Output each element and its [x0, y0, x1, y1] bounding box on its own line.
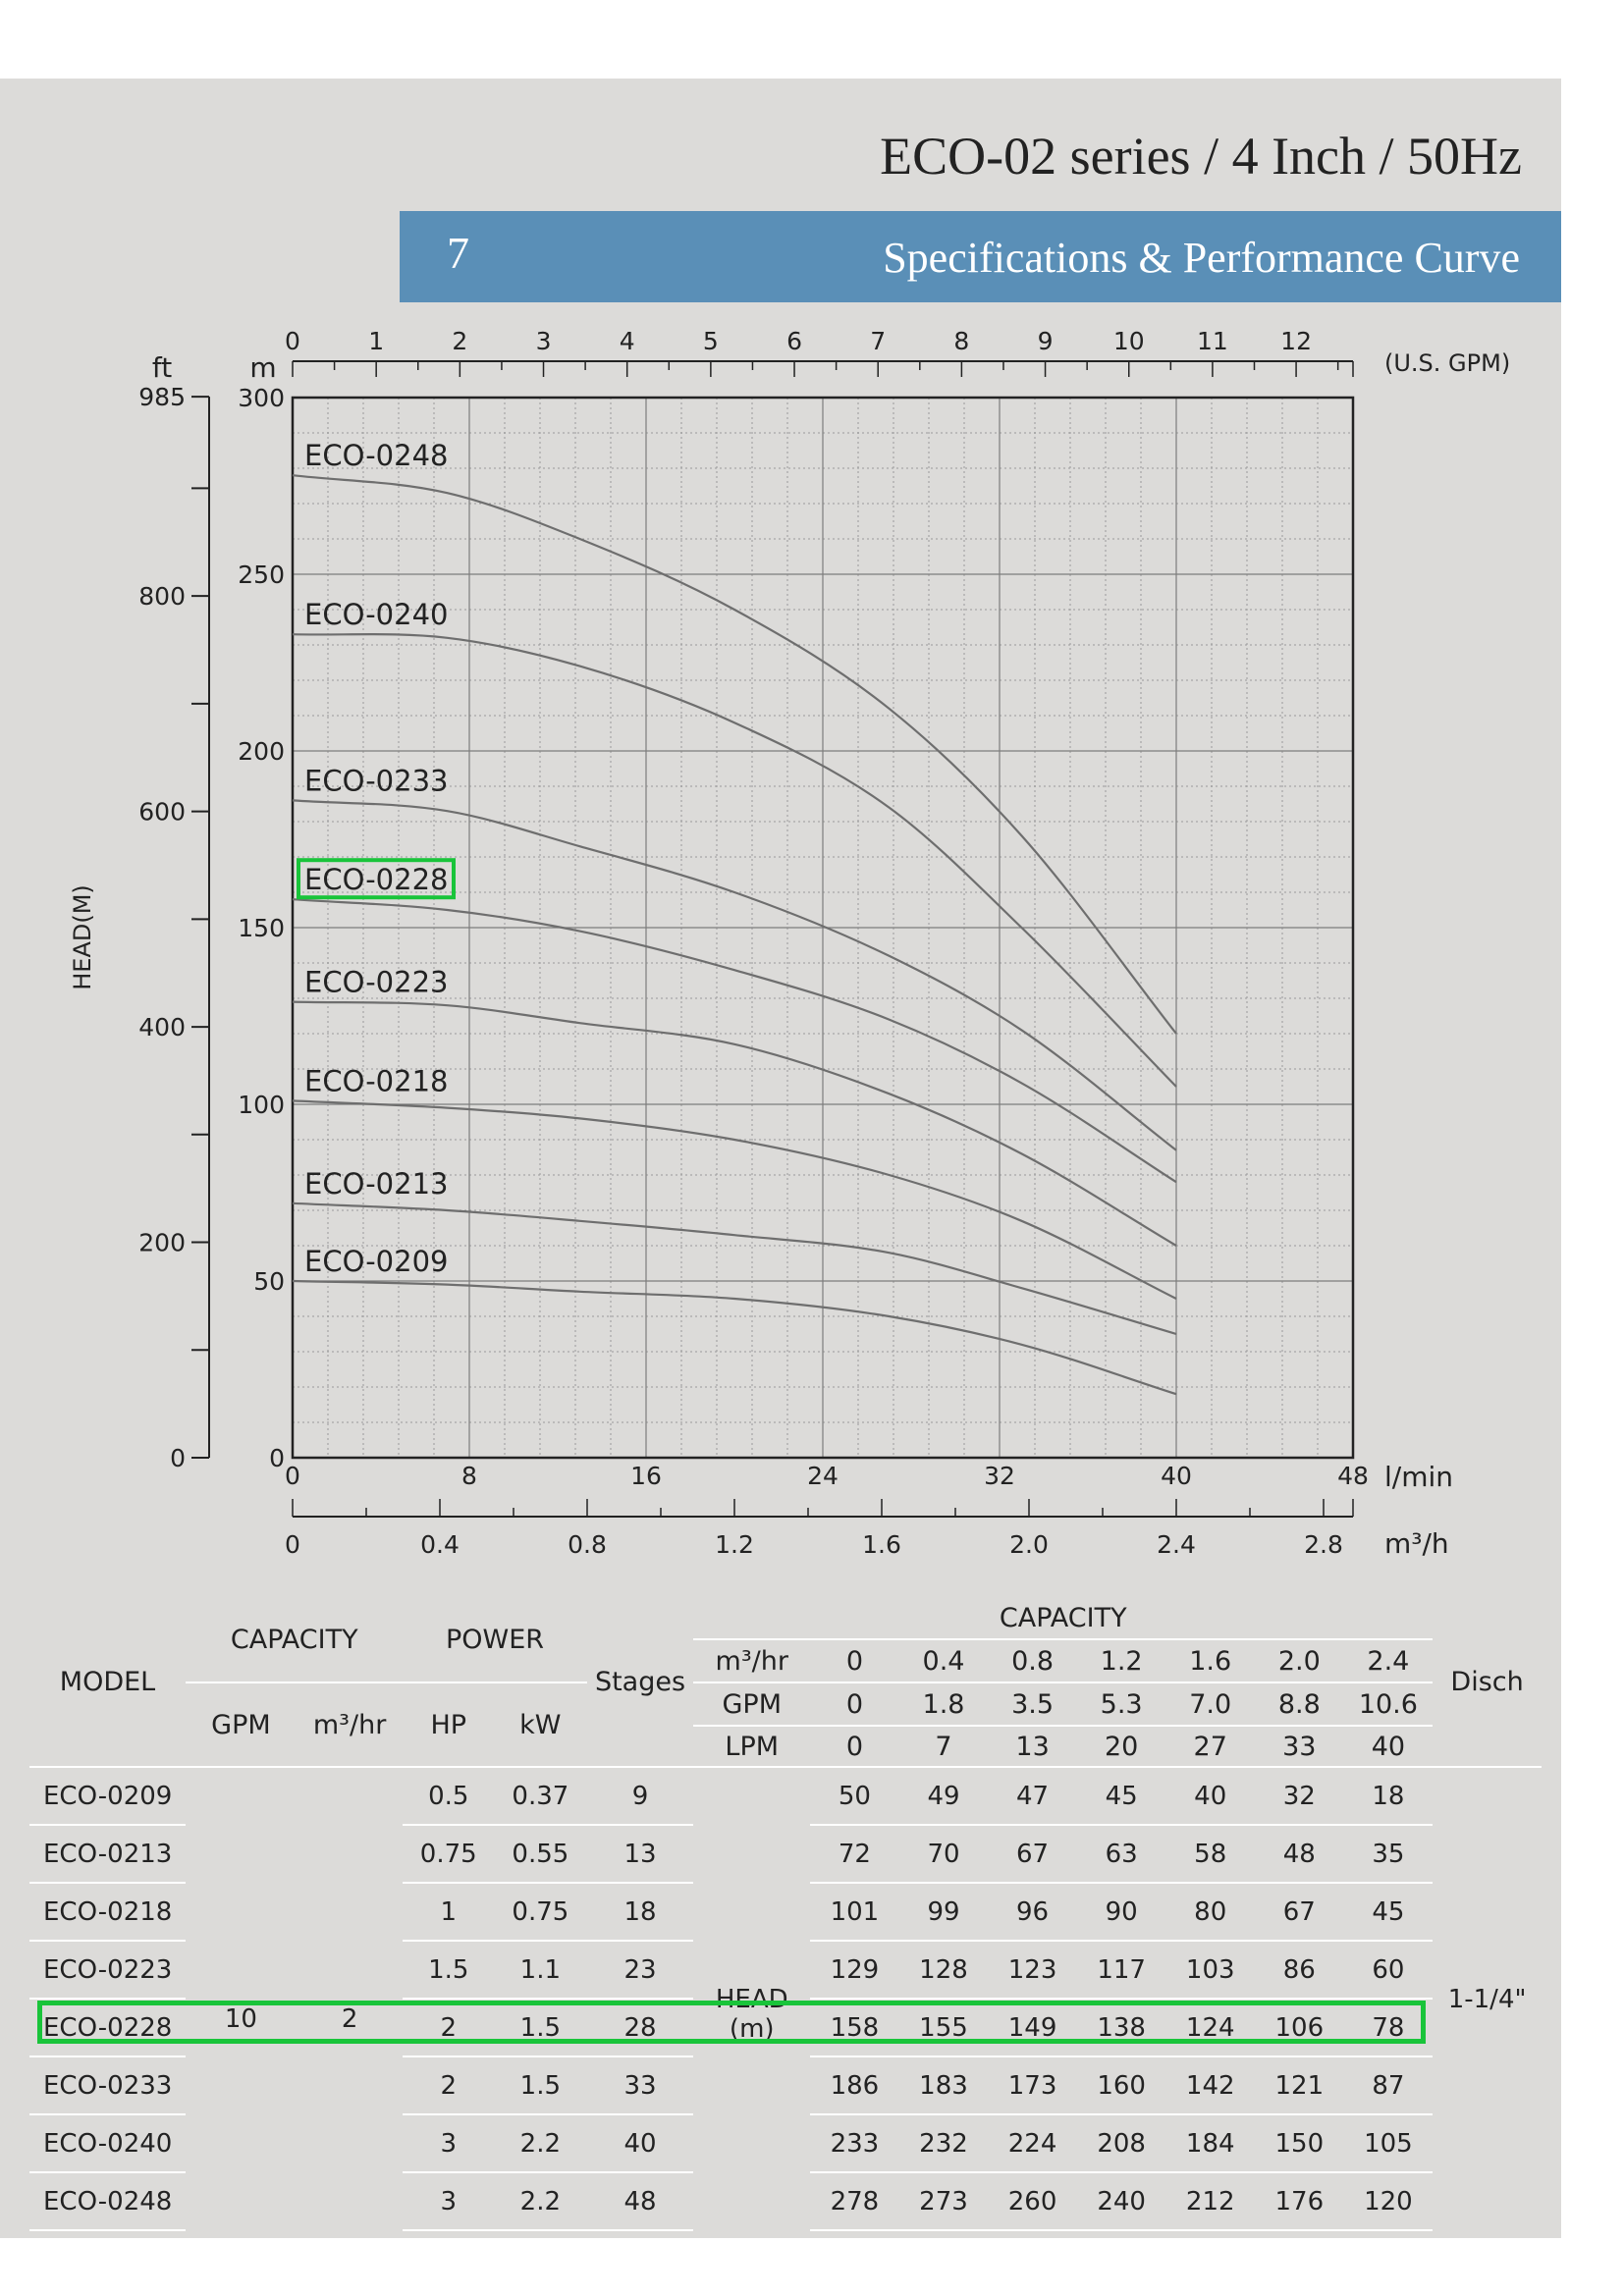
- head-value-cell: 80: [1165, 1883, 1255, 1941]
- head-value-cell: 87: [1344, 2056, 1434, 2114]
- head-value-cell: 58: [1165, 1825, 1255, 1883]
- head-value-cell: 212: [1165, 2172, 1255, 2230]
- model-cell: ECO-0213: [29, 1825, 186, 1883]
- head-value-cell: 48: [1255, 1825, 1344, 1883]
- series-label-eco-0213: ECO-0213: [304, 1166, 449, 1201]
- capacity-lpm-cell: 33: [1282, 1731, 1317, 1762]
- y-axis-title: HEAD(M): [69, 884, 96, 990]
- gpm-tick-label: 7: [870, 327, 887, 355]
- chart-grid: [293, 398, 1353, 1458]
- head-value-cell: 142: [1165, 2056, 1255, 2114]
- lpm-tick-label: 0: [285, 1462, 300, 1490]
- hp-cell: 2: [403, 2056, 494, 2114]
- head-value-cell: 121: [1255, 2056, 1344, 2114]
- head-value-cell: 186: [810, 2056, 899, 2114]
- head-value-cell: 47: [988, 1767, 1077, 1825]
- capacity-m3hr-cell: 1.2: [1077, 1639, 1166, 1682]
- capacity-lpm-cell: 13: [1015, 1731, 1050, 1762]
- capacity-m3hr-cell: 0.8: [988, 1639, 1077, 1682]
- gpm-tick-label: 6: [786, 327, 802, 355]
- m3h-tick-label: 2.0: [1009, 1530, 1049, 1559]
- hp-cell: 2: [403, 1999, 494, 2056]
- model-cell: ECO-0218: [29, 1883, 186, 1941]
- stages-cell: 40: [587, 2114, 694, 2172]
- head-value-cell: 45: [1077, 1767, 1166, 1825]
- gpm-tick-label: 8: [953, 327, 970, 355]
- m3h-tick-label: 0.8: [568, 1530, 607, 1559]
- y-tick-label-ft: 985: [138, 383, 186, 412]
- y-tick-label-m: 150: [238, 914, 285, 942]
- header-capacity: CAPACITY: [186, 1598, 403, 1682]
- y-tick-label-m: 50: [253, 1267, 285, 1296]
- hp-cell: 0.75: [403, 1825, 494, 1883]
- header-row-m3hr: m³/hr: [693, 1639, 810, 1682]
- highlighted-row-marker: [37, 2001, 1426, 2044]
- model-cell: ECO-0240: [29, 2114, 186, 2172]
- capacity-lpm-cell: 27: [1193, 1731, 1227, 1762]
- gpm-tick-label: 9: [1037, 327, 1054, 355]
- head-value-cell: 60: [1344, 1941, 1434, 1999]
- kw-cell: 1.1: [494, 1941, 587, 1999]
- lpm-tick-label: 40: [1161, 1462, 1192, 1490]
- head-value-cell: 173: [988, 2056, 1077, 2114]
- gpm-tick-label: 4: [619, 327, 635, 355]
- head-value-cell: 150: [1255, 2114, 1344, 2172]
- head-value-cell: 260: [988, 2172, 1077, 2230]
- head-value-cell: 138: [1077, 1999, 1166, 2056]
- series-label-eco-0218: ECO-0218: [304, 1064, 449, 1098]
- y-tick-label-m: 100: [238, 1091, 285, 1119]
- header-hp: HP: [430, 1709, 467, 1740]
- head-value-cell: 18: [1344, 1767, 1434, 1825]
- y-tick-label-m: 200: [238, 737, 285, 766]
- series-label-eco-0209: ECO-0209: [304, 1245, 449, 1278]
- capacity-m3hr-cell: 2.4: [1344, 1639, 1434, 1682]
- head-value-cell: 99: [899, 1883, 989, 1941]
- head-value-cell: 86: [1255, 1941, 1344, 1999]
- header-row-gpm: GPM: [693, 1682, 810, 1726]
- header-power: POWER: [403, 1598, 586, 1682]
- head-value-cell: 123: [988, 1941, 1077, 1999]
- m3h-tick-label: 0: [285, 1530, 300, 1559]
- head-value-cell: 106: [1255, 1999, 1344, 2056]
- stages-cell: 13: [587, 1825, 694, 1883]
- head-value-cell: 35: [1344, 1825, 1434, 1883]
- kw-cell: 0.75: [494, 1883, 587, 1941]
- hp-cell: 0.5: [403, 1767, 494, 1825]
- disch-value-cell: 1-1/4": [1433, 1767, 1542, 2230]
- kw-cell: 1.5: [494, 2056, 587, 2114]
- head-value-cell: 155: [899, 1999, 989, 2056]
- head-value-cell: 183: [899, 2056, 989, 2114]
- y-tick-label-m: 250: [238, 561, 285, 589]
- section-title: Specifications & Performance Curve: [883, 234, 1520, 282]
- head-value-cell: 72: [810, 1825, 899, 1883]
- y-tick-label-ft: 0: [170, 1444, 186, 1472]
- head-value-cell: 124: [1165, 1999, 1255, 2056]
- head-value-cell: 176: [1255, 2172, 1344, 2230]
- head-value-cell: 70: [899, 1825, 989, 1883]
- capacity-gpm-cell: 5.3: [1077, 1682, 1166, 1726]
- head-value-cell: 32: [1255, 1767, 1344, 1825]
- kw-cell: 0.37: [494, 1767, 587, 1825]
- head-value-cell: 149: [988, 1999, 1077, 2056]
- lpm-tick-label: 24: [807, 1462, 839, 1490]
- lpm-tick-label: 32: [984, 1462, 1015, 1490]
- capacity-lpm-cell: 20: [1104, 1731, 1139, 1762]
- head-value-cell: 96: [988, 1883, 1077, 1941]
- head-value-cell: 45: [1344, 1883, 1434, 1941]
- kw-cell: 1.5: [494, 1999, 587, 2056]
- capacity-lpm-cell: 40: [1371, 1731, 1406, 1762]
- head-value-cell: 128: [899, 1941, 989, 1999]
- head-value-cell: 67: [988, 1825, 1077, 1883]
- head-value-cell: 278: [810, 2172, 899, 2230]
- kw-cell: 2.2: [494, 2114, 587, 2172]
- head-value-cell: 63: [1077, 1825, 1166, 1883]
- head-value-cell: 40: [1165, 1767, 1255, 1825]
- m3h-tick-label: 0.4: [420, 1530, 460, 1559]
- head-value-cell: 208: [1077, 2114, 1166, 2172]
- y-tick-label-ft: 600: [138, 797, 186, 827]
- capacity-m3hr-cell: 2.0: [1255, 1639, 1344, 1682]
- head-value-cell: 105: [1344, 2114, 1434, 2172]
- head-unit-label: (m): [729, 2013, 775, 2044]
- y-tick-label-ft: 400: [138, 1013, 186, 1042]
- hp-cell: 1.5: [403, 1941, 494, 1999]
- head-value-cell: 158: [810, 1999, 899, 2056]
- head-value-cell: 78: [1344, 1999, 1434, 2056]
- y-unit-m: m: [249, 351, 277, 384]
- series-label-eco-0248: ECO-0248: [304, 439, 449, 473]
- gpm-tick-label: 11: [1197, 327, 1228, 355]
- shared-m3hr-cell: 2: [297, 1767, 404, 2230]
- lpm-tick-label: 16: [630, 1462, 662, 1490]
- header-gpm: GPM: [211, 1709, 271, 1740]
- series-title: ECO-02 series / 4 Inch / 50Hz: [880, 127, 1522, 186]
- lpm-tick-label: 48: [1337, 1462, 1369, 1490]
- stages-cell: 28: [587, 1999, 694, 2056]
- header-kw: kW: [519, 1709, 562, 1740]
- capacity-gpm-cell: 10.6: [1344, 1682, 1434, 1726]
- y-unit-ft: ft: [151, 351, 173, 384]
- specification-table: [29, 1598, 1542, 2231]
- series-label-eco-0233: ECO-0233: [304, 764, 449, 798]
- table-row: [29, 1767, 1542, 1825]
- hp-cell: 3: [403, 2114, 494, 2172]
- table-header: [29, 1598, 1542, 1767]
- kw-cell: 0.55: [494, 1825, 587, 1883]
- capacity-lpm-cell: 7: [935, 1731, 952, 1762]
- head-value-cell: 117: [1077, 1941, 1166, 1999]
- head-value-cell: 232: [899, 2114, 989, 2172]
- kw-cell: 2.2: [494, 2172, 587, 2230]
- capacity-lpm-cell: 0: [845, 1731, 863, 1762]
- head-label-cell: [693, 1767, 810, 2230]
- model-cell: ECO-0228: [29, 1999, 186, 2056]
- header-row-lpm: LPM: [725, 1731, 780, 1762]
- head-value-cell: 120: [1344, 2172, 1434, 2230]
- head-value-cell: 184: [1165, 2114, 1255, 2172]
- capacity-gpm-cell: 1.8: [899, 1682, 989, 1726]
- head-value-cell: 224: [988, 2114, 1077, 2172]
- stages-cell: 48: [587, 2172, 694, 2230]
- stages-cell: 33: [587, 2056, 694, 2114]
- header-model: MODEL: [59, 1667, 156, 1697]
- model-cell: ECO-0248: [29, 2172, 186, 2230]
- head-value-cell: 67: [1255, 1883, 1344, 1941]
- head-value-cell: 90: [1077, 1883, 1166, 1941]
- gpm-tick-label: 5: [702, 327, 719, 355]
- m3h-axis-unit: m³/h: [1384, 1527, 1449, 1560]
- capacity-gpm-cell: 8.8: [1255, 1682, 1344, 1726]
- y-tick-label-m: 0: [269, 1444, 285, 1472]
- y-tick-label-ft: 800: [138, 582, 186, 612]
- header-stages: Stages: [594, 1667, 686, 1697]
- gpm-tick-label: 12: [1280, 327, 1312, 355]
- model-cell: ECO-0223: [29, 1941, 186, 1999]
- y-tick-label-ft: 200: [138, 1228, 186, 1257]
- gpm-tick-label: 0: [285, 327, 300, 355]
- gpm-tick-label: 1: [368, 327, 385, 355]
- hp-cell: 3: [403, 2172, 494, 2230]
- shared-gpm-cell: 10: [186, 1767, 297, 2230]
- capacity-m3hr-cell: 0.4: [899, 1639, 989, 1682]
- head-value-cell: 233: [810, 2114, 899, 2172]
- series-label-eco-0223: ECO-0223: [304, 965, 449, 999]
- gpm-tick-label: 3: [535, 327, 552, 355]
- lpm-tick-label: 8: [461, 1462, 477, 1490]
- model-cell: ECO-0233: [29, 2056, 186, 2114]
- header-m3hr: m³/hr: [312, 1709, 387, 1740]
- head-value-cell: 49: [899, 1767, 989, 1825]
- stages-cell: 18: [587, 1883, 694, 1941]
- table-body: [29, 1767, 1542, 2230]
- capacity-gpm-cell: 3.5: [988, 1682, 1077, 1726]
- series-label-eco-0240: ECO-0240: [304, 598, 449, 632]
- m3h-tick-label: 1.6: [862, 1530, 901, 1559]
- hp-cell: 1: [403, 1883, 494, 1941]
- series-label-eco-0228: ECO-0228: [304, 863, 449, 897]
- gpm-tick-label: 2: [452, 327, 468, 355]
- gpm-tick-label: 10: [1112, 327, 1145, 355]
- stages-cell: 23: [587, 1941, 694, 1999]
- capacity-gpm-cell: 0: [810, 1682, 899, 1726]
- y-tick-label-m: 300: [238, 384, 285, 412]
- m3h-tick-label: 2.4: [1157, 1530, 1196, 1559]
- capacity-m3hr-cell: 0: [810, 1639, 899, 1682]
- header-disch: Disch: [1450, 1667, 1524, 1697]
- capacity-m3hr-cell: 1.6: [1165, 1639, 1255, 1682]
- m3h-tick-label: 2.8: [1304, 1530, 1343, 1559]
- head-value-cell: 50: [810, 1767, 899, 1825]
- head-value-cell: 160: [1077, 2056, 1166, 2114]
- head-value-cell: 273: [899, 2172, 989, 2230]
- gpm-axis-unit: (U.S. GPM): [1384, 349, 1511, 377]
- head-value-cell: 103: [1165, 1941, 1255, 1999]
- head-value-cell: 101: [810, 1883, 899, 1941]
- lpm-axis-unit: l/min: [1384, 1461, 1454, 1493]
- stages-cell: 9: [587, 1767, 694, 1825]
- m3h-tick-label: 1.2: [715, 1530, 754, 1559]
- capacity-gpm-cell: 7.0: [1165, 1682, 1255, 1726]
- head-value-cell: 240: [1077, 2172, 1166, 2230]
- model-cell: ECO-0209: [29, 1767, 186, 1825]
- section-number: 7: [447, 228, 469, 278]
- header-capacity-right: CAPACITY: [693, 1598, 1433, 1639]
- head-value-cell: 129: [810, 1941, 899, 1999]
- head-label: HEAD: [715, 1984, 788, 2014]
